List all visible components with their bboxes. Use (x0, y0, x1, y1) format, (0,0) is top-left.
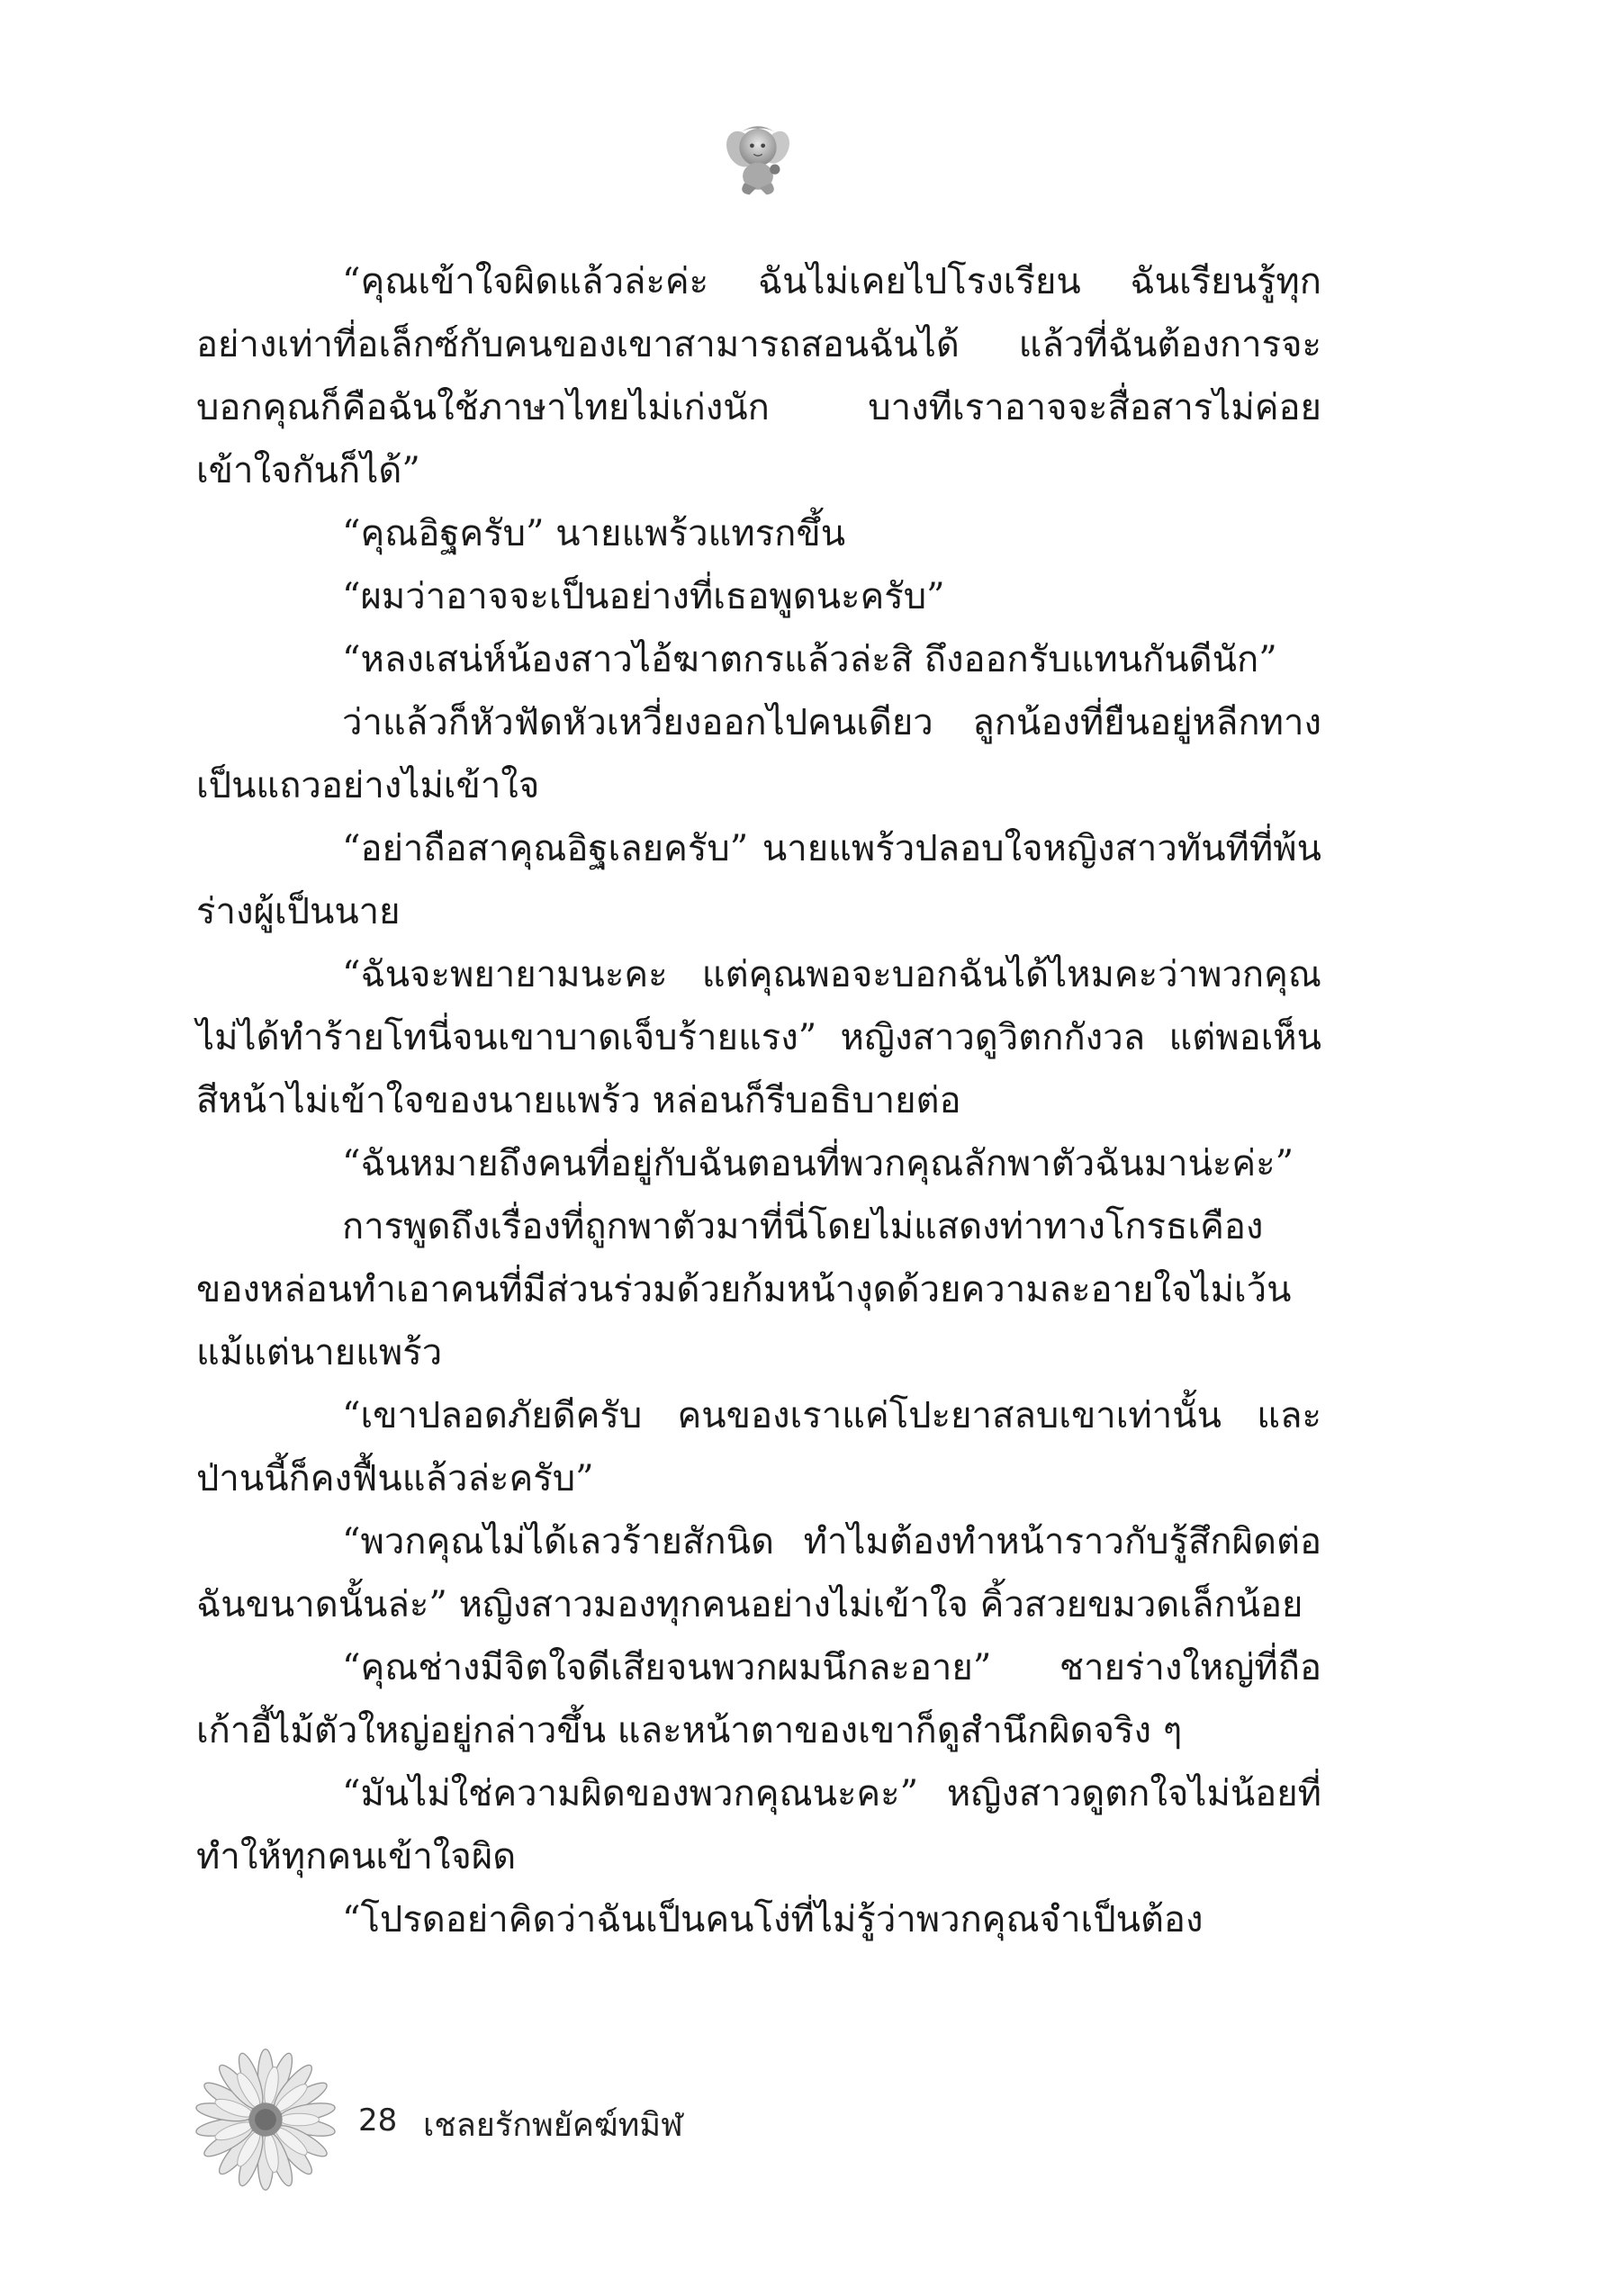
paragraph: “เขาปลอดภัยดีครับ คนของเราแค่โปะยาสลบเขาเท่านั้น และป่านนี้ก็คงฟื้นแล้วล่ะครับ” (196, 1395, 1321, 1499)
paragraph: “อย่าถือสาคุณอิฐเลยครับ” นายแพร้วปลอบใจหญิงสาวทันทีที่พ้นร่างผู้เป็นนาย (196, 828, 1321, 932)
paragraph: “คุณช่างมีจิตใจดีเสียจนพวกผมนึกละอาย” ชายร่างใหญ่ที่ถือเก้าอี้ไม้ตัวใหญ่อยู่กล่าวขึ้น และหน้าตาของเขาก็ดูสำนึกผิดจริง ๆ (196, 1647, 1321, 1751)
page-footer (0, 2043, 1605, 2241)
paragraph: “คุณอิฐครับ” นายแพร้วแทรกขึ้น (342, 513, 846, 554)
paragraph: “โปรดอย่าคิดว่าฉันเป็นคนโง่ที่ไม่รู้ว่าพวกคุณจำเป็นต้อง (342, 1899, 1204, 1940)
cherub-icon (716, 115, 800, 200)
page-number: 28 (358, 2102, 398, 2138)
paragraph: ว่าแล้วก็หัวฟัดหัวเหวี่ยงออกไปคนเดียว ลูกน้องที่ยืนอยู่หลีกทางเป็นแถวอย่างไม่เข้าใจ (196, 702, 1321, 806)
daisy-flower-icon (189, 2043, 342, 2196)
paragraph: “คุณเข้าใจผิดแล้วล่ะค่ะ ฉันไม่เคยไปโรงเรียน ฉันเรียนรู้ทุกอย่างเท่าที่อเล็กซ์กับคนของเขาสามารถสอนฉันได้ แล้วที่ฉันต้องการจะบอกคุณก็คือฉันใช้ภาษาไทยไม่เก่งนัก บางทีเราอาจจะสื่อสารไม่ค่อยเข้าใจกันก็ได้” (196, 261, 1321, 491)
paragraph: “พวกคุณไม่ได้เลวร้ายสักนิด ทำไมต้องทำหน้าราวกับรู้สึกผิดต่อฉันขนาดนั้นล่ะ” หญิงสาวมองทุกคนอย่างไม่เข้าใจ คิ้วสวยขมวดเล็กน้อย (196, 1521, 1321, 1625)
paragraph: “ฉันจะพยายามนะคะ แต่คุณพอจะบอกฉันได้ไหมคะว่าพวกคุณไม่ได้ทำร้ายโทนี่จนเขาบาดเจ็บร้ายแรง” หญิงสาวดูวิตกกังวล แต่พอเห็นสีหน้าไม่เข้าใจของนายแพร้ว หล่อนก็รีบอธิบายต่อ (196, 954, 1321, 1121)
paragraph: การพูดถึงเรื่องที่ถูกพาตัวมาที่นี่โดยไม่แสดงท่าทางโกรธเคืองของหล่อนทำเอาคนที่มีส่วนร่วมด้วยก้มหน้างุดด้วยความละอายใจไม่เว้นแม้แต่นายแพร้ว (196, 1206, 1292, 1373)
main-text (196, 250, 1321, 1951)
paragraph: “มันไม่ใช่ความผิดของพวกคุณนะคะ” หญิงสาวดูตกใจไม่น้อยที่ทำให้ทุกคนเข้าใจผิด (196, 1773, 1321, 1877)
paragraph: “ฉันหมายถึงคนที่อยู่กับฉันตอนที่พวกคุณลักพาตัวฉันมาน่ะค่ะ” (342, 1143, 1294, 1184)
book-title: เชลยรักพยัคฆ์ทมิฬ (423, 2107, 683, 2144)
paragraph: “หลงเสน่ห์น้องสาวไอ้ฆาตกรแล้วล่ะสิ ถึงออกรับแทนกันดีนัก” (342, 639, 1277, 680)
paragraph: “ผมว่าอาจจะเป็นอย่างที่เธอพูดนะครับ” (342, 576, 945, 617)
